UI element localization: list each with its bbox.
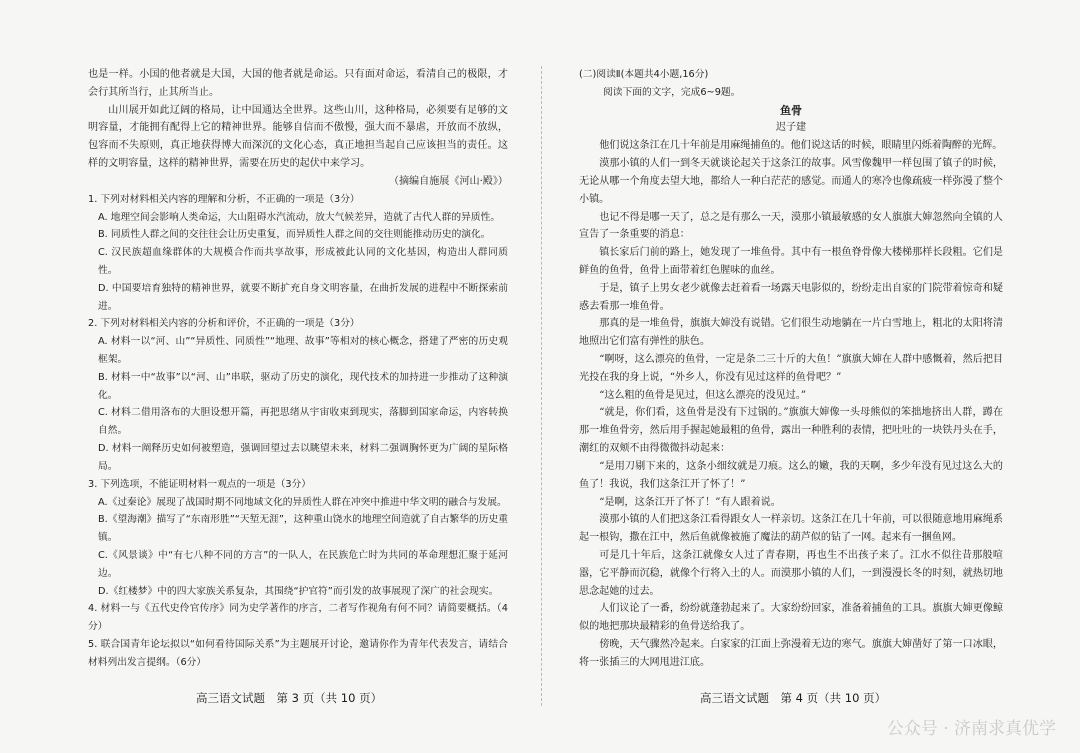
question-option: A.《过秦论》展现了战国时期不同地域文化的异质性人群在冲突中推进中华文明的融合与发展。 xyxy=(98,496,507,508)
page-3 xyxy=(88,66,508,672)
story-paragraph: “啊呀，这么漂亮的鱼骨，一定是条二三十斤的大鱼！”旗旗大婶在人群中感慨着，然后把目光投在我的身上说，“外乡人，你没有见过这样的鱼骨吧？” xyxy=(579,354,1003,383)
story-paragraph: 可是几十年后，这条江就像女人过了青春期，再也生不出孩子来了。江水不似往昔那般喧嚣，它平静而沉稳，就像个行将入土的人。而漠那小镇的人们，一到漫漫长冬的时刻，就热切地思念起她的过去。 xyxy=(579,549,1003,597)
question-stem: 3. 下列选项，不能证明材料一观点的一项是（3分） xyxy=(88,478,311,490)
body-paragraph: 也是一样。小国的他者就是大国，大国的他者就是命运。只有面对命运，看清自己的极限，才会行其所当行，止其所当止。 xyxy=(88,69,508,98)
story-paragraph: 漠那小镇的人们一到冬天就谈论起关于这条江的故事。风雪像魏甲一样包围了镇子的时候，无论从哪一个角度去望大地，都给人一种白茫茫的感觉。而通人的寒冷也像疏疲一样弥漫了整个小镇。 xyxy=(579,158,1003,205)
question-option: C. 材料二借用洛布的大胆设想开篇，再把思绪从宇宙收束到现实，落脚到国家命运，内容转换自然。 xyxy=(98,407,508,437)
story-title: 鱼骨 xyxy=(779,103,803,117)
citation: （摘编自施展《河山·殿》） xyxy=(388,175,508,187)
story-paragraph: “是啊，这条江开了怀了！”有人跟着说。 xyxy=(599,496,781,508)
question-option: A. 材料一以“河、山”“异质性、同质性”“地理、故事”等相对的核心概念，搭建了严密的历史观框架。 xyxy=(98,336,508,365)
section-header: (二)阅读Ⅱ(本题共4小题,16分) xyxy=(579,69,709,80)
story-paragraph: “是用刀剔下来的，这条小细纹就是刀痕。这么的嫩，我的天啊，多少年没有见过这么大的鱼了！我说，我们这条江开了怀了！” xyxy=(579,460,1003,490)
question-option: D. 中国要培育独特的精神世界，就要不断扩充自身文明容量，在曲折发展的进程中不断探索前进。 xyxy=(98,282,508,312)
page-4 xyxy=(579,66,1003,672)
story-author: 迟子建 xyxy=(775,122,807,134)
story-paragraph: 漠那小镇的人们把这条江看得跟女人一样亲切。这条江在几十年前，可以很随意地用麻绳系起一根钩，撒在江中，然后鱼就像被施了魔法的葫芦似的钻了一网。起来有一捆鱼网。 xyxy=(579,514,1003,544)
question-stem: 1. 下列对材料相关内容的理解和分析，不正确的一项是（3分） xyxy=(88,193,360,205)
story-paragraph: 傍晚，天气骤然冷起来。白家家的江面上弥漫着无边的寒气。旗旗大婶凿好了第一口冰眼，将一张插三的大网甩进江底。 xyxy=(579,639,1003,668)
body-paragraph: 山川展开如此辽阔的格局，让中国通达全世界。这些山川，这种格局，必须要有足够的文明容量，才能拥有配得上它的精神世界。能够自信而不傲慢，强大而不暴虐，开放而不放纵，包容而不失原则，真正地获得博大而深沉的文化心态，真正地担当起自己应该担当的责任。这样的文明容量，这样的精神世界，需要在历史的起伏中来学习。 xyxy=(88,104,508,170)
story-paragraph: 那真的是一堆鱼骨，旗旗大婶没有说错。它们很生动地躺在一片白雪地上，粗北的太阳将清地照出它们富有弹性的肤色。 xyxy=(579,318,1003,348)
question-option: B. 同质性人群之间的交往往会让历史重复，而异质性人群之间的交往则能推动历史的演化。 xyxy=(98,229,491,241)
question-stem: 4. 材料一与《五代史伶官传序》同为史学著作的序言，二者写作视角有何不同？请简要概括。（4分） xyxy=(88,603,508,633)
question-option: C. 汉民族超血缘群体的大规模合作而共享故事，形成被此认同的文化基因，构造出人群同质性。 xyxy=(98,247,508,276)
question-option: B. 材料一中“故事”以“河、山”串联，驱动了历史的演化，现代技术的加持进一步推动了这种演化。 xyxy=(98,371,508,401)
page-4-footer: 高三语文试题 第 4 页（共 10 页） xyxy=(700,691,887,705)
story-paragraph: 也记不得是哪一天了，总之是有那么一天，漠那小镇最敏感的女人旗旗大婶忽然向全镇的人宣告了一条重要的消息： xyxy=(579,211,1003,241)
story-paragraph: 于是，镇子上男女老少就像去赶着看一场露天电影似的，纷纷走出自家的门院带着惊奇和疑惑去看那一堆鱼骨。 xyxy=(579,282,1003,312)
question-stem: 2. 下列对材料相关内容的分析和评价，不正确的一项是（3分） xyxy=(88,318,360,330)
instruction: 阅读下面的文字，完成6~9题。 xyxy=(603,86,741,98)
question-option: D. 材料一阐释历史如何被塑造，强调回望过去以眺望未来，材料二强调胸怀更为广阔的星际格局。 xyxy=(98,443,508,472)
page-3-footer: 高三语文试题 第 3 页（共 10 页） xyxy=(196,691,383,705)
story-paragraph: 镇长家后门前的路上，她发现了一堆鱼骨。其中有一根鱼脊骨像大楼梯那样长段粗。它们是鲜鱼的鱼骨，鱼骨上面带着红色腥味的血丝。 xyxy=(579,247,1003,276)
question-option: A. 地理空间会影响人类命运，大山阻碍水汽流动，放大气候差异，造就了古代人群的异质性。 xyxy=(98,211,501,223)
story-paragraph: “这么粗的鱼骨是见过，但这么漂亮的没见过。” xyxy=(599,389,807,401)
question-option: C.《风景谈》中“有七八种不同的方言”的一队人，在民族危亡时为共同的革命理想汇聚于延河边。 xyxy=(98,549,508,579)
story-paragraph: 人们议论了一番，纷纷就蓬勃起来了。大家纷纷回家，准备着捕鱼的工具。旗旗大婶更像鲸似的地把那块最精彩的鱼骨送给我了。 xyxy=(579,603,1003,633)
question-option: B.《望海潮》描写了“东南形胜”“天堑无涯”，这种重山饶水的地理空间造就了自古繁华的历史重镇。 xyxy=(98,514,508,544)
page-divider xyxy=(541,66,542,706)
question-option: D.《红楼梦》中的四大家族关系复杂，其围绕“护官符”而引发的故事展现了深广的社会现实。 xyxy=(98,585,499,597)
story-paragraph: 他们说这条江在几十年前是用麻绳捕鱼的。他们说这话的时候，眼睛里闪烁着陶醉的光辉。 xyxy=(599,140,1003,152)
watermark: 公众号 · 济南求真优学 xyxy=(886,719,1056,739)
question-stem: 5. 联合国青年论坛拟以“如何看待国际关系”为主题展开讨论，邀请你作为青年代表发言，请结合材料列出发言提纲。（6分） xyxy=(88,639,508,668)
story-paragraph: “就是，你们看，这鱼骨是没有下过锅的。”旗旗大婶像一头母熊似的笨拙地挤出人群，蹲在那一堆鱼骨旁，然后用手握起她最粗的鱼骨，露出一种胜利的表情，把吐吐的一块铁丹头在手，潮红的双颊不由得微微抖动起来： xyxy=(579,407,1003,455)
